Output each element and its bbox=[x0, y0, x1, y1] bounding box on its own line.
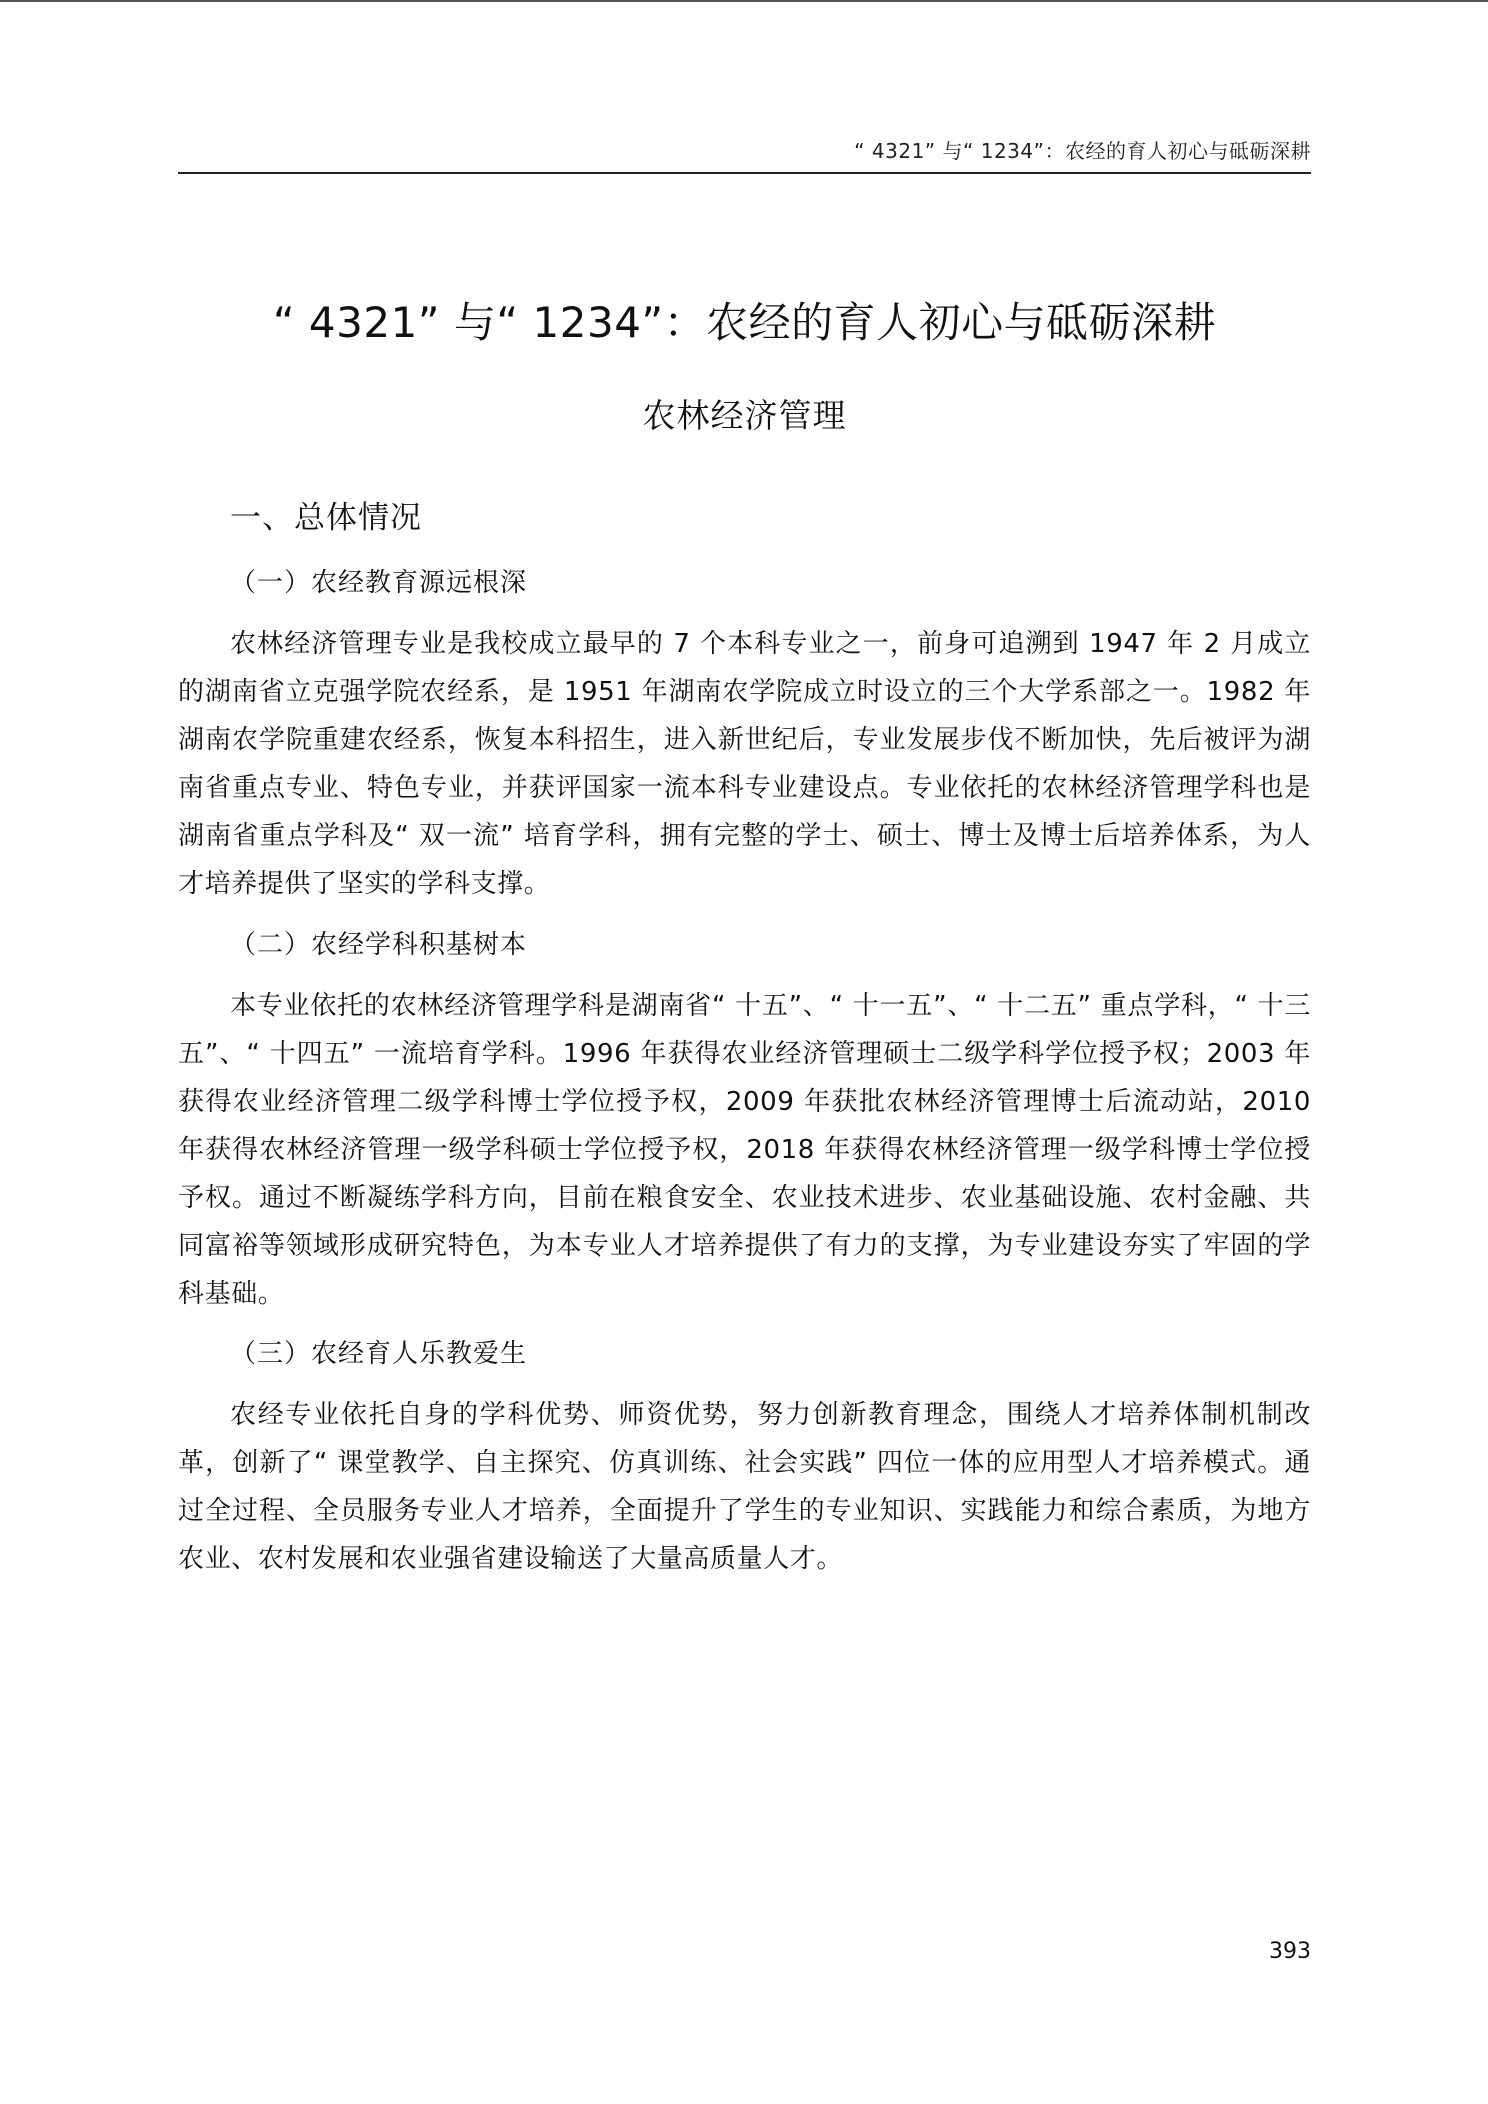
header-rule bbox=[178, 172, 1311, 174]
running-header: “ 4321” 与“ 1234”：农经的育人初心与砥砺深耕 bbox=[854, 139, 1311, 163]
subsection-paragraph-3: 农经专业依托自身的学科优势、师资优势，努力创新教育理念，围绕人才培养体制机制改革，创新了“ 课堂教学、自主探究、仿真训练、社会实践” 四位一体的应用型人才培养模式。通过全过程、全员服务专业人才培养，全面提升了学生的专业知识、实践能力和综合素质，为地方农业、农村发展和农业强省建设输送了大量高质量人才。 bbox=[178, 1400, 1311, 1574]
subsection-heading-3: （三）农经育人乐教爱生 bbox=[230, 1339, 528, 1369]
document-title: “ 4321” 与“ 1234”：农经的育人初心与砥砺深耕 bbox=[272, 298, 1217, 347]
subsection-paragraph-1: 农林经济管理专业是我校成立最早的 7 个本科专业之一，前身可追溯到 1947 年 2 月成立的湖南省立克强学院农经系，是 1951 年湖南农学院成立时设立的三个大学系部之一。1982 年湖南农学院重建农经系，恢复本科招生，进入新世纪后，专业发展步伐不断加快，先后被评为湖南省重点专业、特色专业，并获评国家一流本科专业建设点。专业依托的农林经济管理学科也是湖南省重点学科及“ 双一流” 培育学科，拥有完整的学士、硕士、博士及博士后培养体系，为人才培养提供了坚实的学科支撑。 bbox=[178, 629, 1311, 899]
section-heading-overview: 一、总体情况 bbox=[230, 500, 422, 536]
page-top-border bbox=[0, 0, 1488, 2]
subsection-paragraph-2: 本专业依托的农林经济管理学科是湖南省“ 十五”、“ 十一五”、“ 十二五” 重点学科，“ 十三五”、“ 十四五” 一流培育学科。1996 年获得农业经济管理硕士二级学科学位授予权；2003 年获得农业经济管理二级学科博士学位授予权，2009 年获批农林经济管理博士后流动站，2010 年获得农林经济管理一级学科硕士学位授予权，2018 年获得农林经济管理一级学科博士学位授予权。通过不断凝练学科方向，目前在粮食安全、农业技术进步、农业基础设施、农村金融、共同富裕等领域形成研究特色，为本专业人才培养提供了有力的支撑，为专业建设夯实了牢固的学科基础。 bbox=[178, 991, 1311, 1309]
document-subtitle: 农林经济管理 bbox=[642, 396, 847, 435]
page-number: 393 bbox=[1269, 1939, 1311, 1964]
subsection-heading-1: （一）农经教育源远根深 bbox=[230, 568, 528, 598]
subsection-heading-2: （二）农经学科积基树本 bbox=[230, 930, 528, 960]
